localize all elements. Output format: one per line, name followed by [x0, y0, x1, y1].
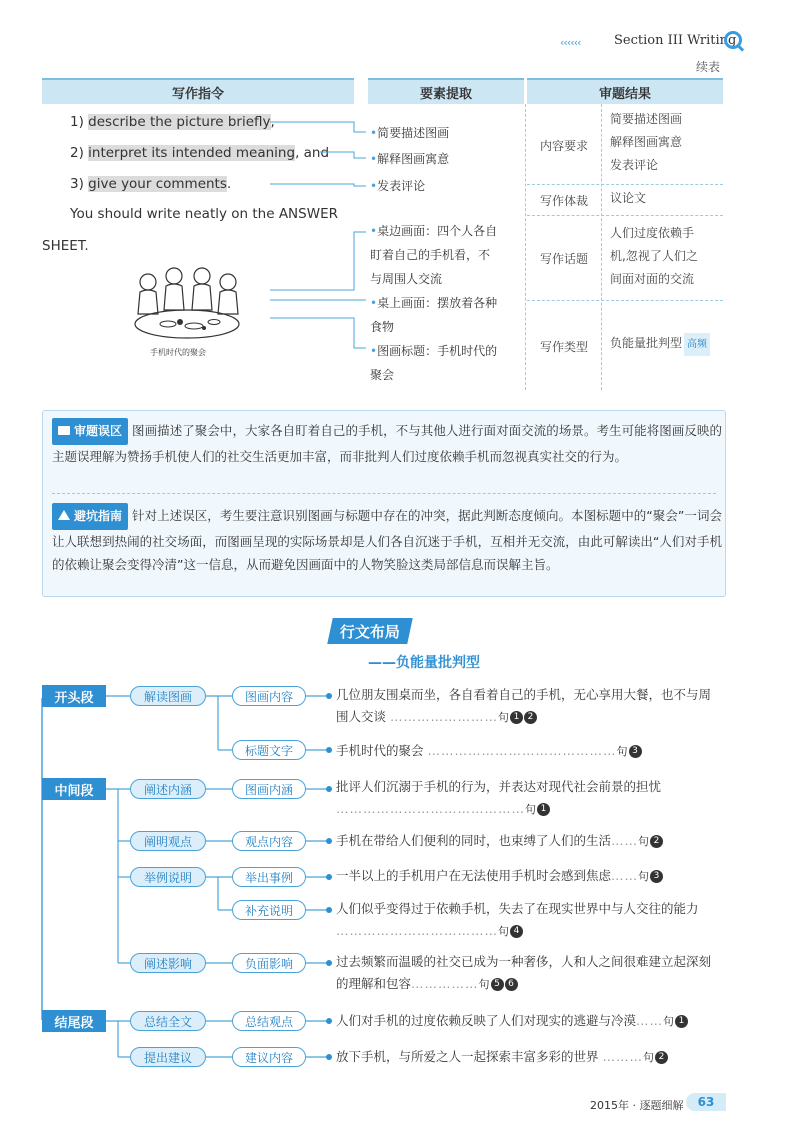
bullet-icon — [326, 874, 332, 880]
outline-tag: 图画内涵 — [232, 779, 306, 799]
misconception-tag: 审题误区 — [52, 418, 128, 445]
outline-text: 手机在带给人们便利的同时，也束缚了人们的生活……句 2 — [336, 830, 716, 853]
result-value: 人们过度依赖手 机,忽视了人们之 间面对面的交流 — [610, 226, 698, 286]
outline-text: 批评人们沉溺于手机的行为，并表达对现代社会前景的担忧 ……………………………………句 1 — [336, 779, 662, 816]
header-arrows: ‹‹‹‹‹‹ — [560, 36, 581, 49]
bullet-icon — [326, 1018, 332, 1024]
bullet-icon — [326, 1054, 332, 1060]
pitfall-text: 避坑指南 针对上述误区，考生要注意识别图画与标题中存在的冲突，据此判断态度倾向。本图标题中的“聚会”一词会让人联想到热闹的社交场面，而图画呈现的实际场景却是人们各自沉迷于手机，互相并无交流，由此可解读出“人们对手机的依赖让聚会变得冷清”这一信息，从而避免因画面中的人物笑脸这类局部信息而误解主旨。 — [52, 503, 722, 576]
outline-text: 放下手机，与所爱之人一起探索丰富多彩的世界 ………句 2 — [336, 1046, 716, 1069]
outline-tag: 总结观点 — [232, 1011, 306, 1031]
illustration-caption: 手机时代的聚会 — [150, 348, 206, 357]
instruction-num: 1) — [70, 114, 84, 130]
instruction-tail: , and — [295, 145, 330, 161]
extraction-item: •发表评论 — [370, 179, 426, 193]
col-header-instructions: 写作指令 — [42, 78, 354, 104]
misconception-divider — [52, 493, 716, 494]
outline-text: 手机时代的聚会 ……………………………………句 3 — [336, 740, 716, 763]
outline-tag: 标题文字 — [232, 740, 306, 760]
outline-tag: 图画内容 — [232, 686, 306, 706]
card-icon — [58, 426, 70, 435]
outline-text: 过去频繁而温暖的社交已成为一种奢侈，人和人之间很难建立起深刻的理解和包容……………句 5 6 — [336, 954, 712, 991]
opening-sub: 解读图画 — [130, 686, 206, 706]
layout-title: 行文布局 — [327, 618, 413, 644]
extraction-item: •解释图画寓意 — [370, 152, 450, 166]
result-value: 议论文 — [610, 191, 647, 205]
table-divider — [601, 104, 602, 390]
result-value: 负能量批判型 高频 — [610, 332, 722, 356]
result-label: 写作体裁 — [539, 194, 588, 208]
outline-text: 人们对手机的过度依赖反映了人们对现实的逃避与冷漠……句 1 — [336, 1010, 716, 1033]
outline-tag: 建议内容 — [232, 1047, 306, 1067]
closing-sub: 提出建议 — [130, 1047, 206, 1067]
extraction-item: 聚会 — [370, 368, 395, 382]
bullet-icon — [326, 786, 332, 792]
table-row-divider — [527, 184, 723, 185]
outline-text: 几位朋友围桌而坐，各自看着自己的手机，无心享用大餐，也不与周围人交谈 ……………………句 1 2 — [336, 687, 712, 724]
bullet-icon — [326, 838, 332, 844]
col-header-extraction: 要素提取 — [368, 78, 524, 104]
closing-paragraph-label: 结尾段 — [42, 1010, 106, 1032]
continued-label: 续表 — [696, 60, 721, 74]
connector-lines — [270, 118, 370, 358]
table-row-divider — [527, 300, 723, 301]
middle-sub: 阐述内涵 — [130, 779, 206, 799]
middle-sub: 举例说明 — [130, 867, 206, 887]
bullet-icon — [326, 960, 332, 966]
search-icon — [724, 31, 742, 49]
outline-tag: 负面影响 — [232, 953, 306, 973]
middle-paragraph-label: 中间段 — [42, 778, 106, 800]
extraction-item: 盯着自己的手机看，不 — [370, 248, 491, 262]
table-row-divider — [527, 215, 723, 216]
instruction-3 — [70, 176, 231, 192]
layout-subtitle: ——负能量批判型 — [368, 655, 480, 671]
outline-tag: 举出事例 — [232, 867, 306, 887]
extraction-item: •桌边画面：四个人各自 — [370, 224, 498, 238]
instruction-text: give your comments — [88, 176, 227, 192]
closing-sub: 总结全文 — [130, 1011, 206, 1031]
instruction-num: 3) — [70, 176, 84, 192]
opening-paragraph-label: 开头段 — [42, 685, 106, 707]
page-number: 63 — [686, 1093, 726, 1111]
result-value: 简要描述图画 解释图画寓意 发表评论 — [610, 112, 683, 172]
bullet-icon — [326, 747, 332, 753]
instruction-text: describe the picture briefly — [88, 114, 271, 130]
extraction-item: 食物 — [370, 320, 395, 334]
extraction-item: •图画标题：手机时代的 — [370, 344, 498, 358]
instruction-text: interpret its intended meaning — [88, 145, 296, 161]
frequency-badge: 高频 — [684, 333, 710, 356]
middle-sub: 阐明观点 — [130, 831, 206, 851]
result-label: 内容要求 — [539, 139, 588, 153]
outline-text: 一半以上的手机用户在无法使用手机时会感到焦虑……句 3 — [336, 865, 716, 888]
instruction-note-2: SHEET. — [42, 238, 89, 254]
bullet-icon — [326, 693, 332, 699]
instruction-note: You should write neatly on the ANSWER — [70, 206, 338, 222]
outline-tag: 补充说明 — [232, 900, 306, 920]
extraction-item: 与周围人交流 — [370, 272, 443, 286]
bullet-icon — [326, 907, 332, 913]
extraction-item: •桌上画面：摆放着各种 — [370, 296, 498, 310]
extraction-item: •简要描述图画 — [370, 126, 450, 140]
outline-text: 人们似乎变得过于依赖手机，失去了在现实世界中与人交往的能力 ………………………………句 4 — [336, 901, 699, 938]
result-label: 写作类型 — [539, 340, 588, 354]
misconception-text: 审题误区 图画描述了聚会中，大家各自盯着自己的手机，不与其他人进行面对面交流的场景。考生可能将图画反映的主题误理解为赞扬手机使人们的社交生活更加丰富，而非批判人们过度依赖手机而忽视真实社交的行为。 — [52, 418, 722, 468]
warning-icon — [58, 510, 70, 520]
party-illustration — [128, 262, 246, 344]
instruction-tail: . — [226, 176, 232, 192]
instruction-tail: , — [270, 114, 275, 130]
result-label: 写作话题 — [539, 252, 588, 266]
col-header-result: 审题结果 — [527, 78, 723, 104]
footer-text: 2015年 · 逐题细解 — [590, 1099, 684, 1112]
table-divider — [525, 104, 526, 390]
section-title: Section III Writing — [614, 33, 737, 48]
instruction-1 — [70, 114, 275, 130]
outline-tag: 观点内容 — [232, 831, 306, 851]
instruction-num: 2) — [70, 145, 84, 161]
middle-sub: 阐述影响 — [130, 953, 206, 973]
pitfall-tag: 避坑指南 — [52, 503, 128, 530]
